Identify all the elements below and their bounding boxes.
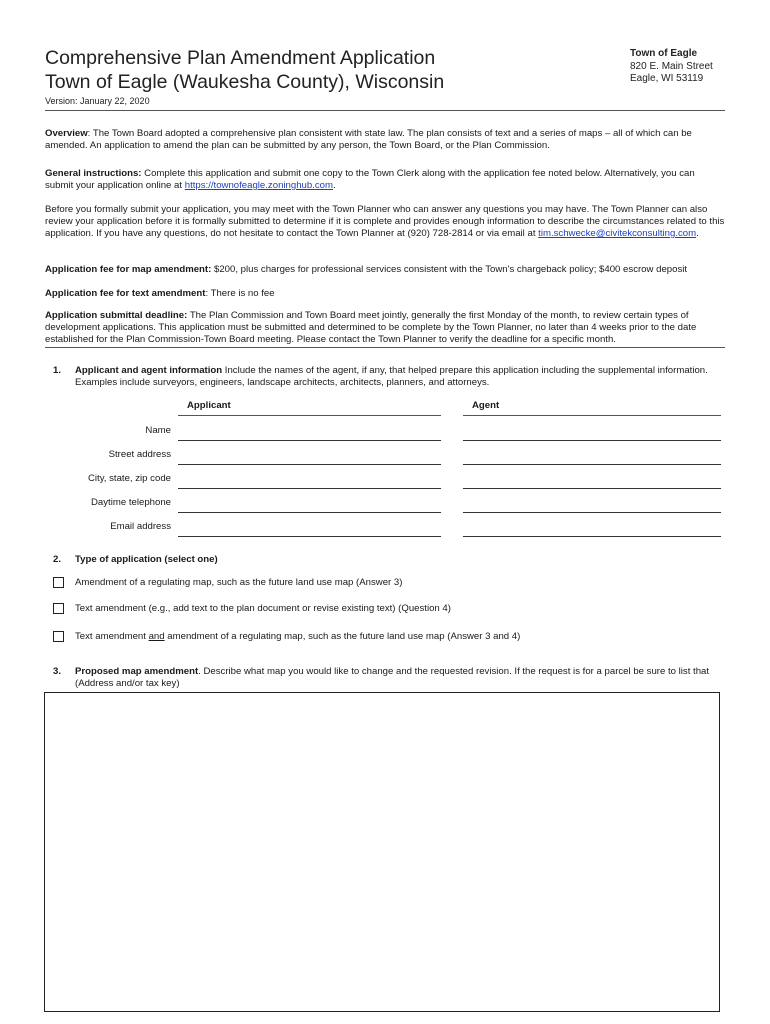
agent-telephone-field[interactable] bbox=[463, 512, 721, 513]
agent-street-field[interactable] bbox=[463, 464, 721, 465]
town-planner-text: Before you formally submit your application, you may meet with the Town Planner who can answer any questions you may have. The Town Planner can also review your application before it is formally submitted to determine if it is complete and provides enough information to describe the circumstances related to this application. If you have any questions, do not hesitate to contact the Town Planner at (920) 728-2814 or via email at bbox=[45, 204, 725, 239]
section-3-label: Proposed map amendment bbox=[75, 666, 199, 677]
section-2-number: 2. bbox=[53, 554, 62, 565]
option-text-and-map-label bbox=[75, 631, 520, 642]
title-line-2: Town of Eagle (Waukesha County), Wisconsin bbox=[45, 71, 445, 93]
option-text-and-map-amendment[interactable] bbox=[53, 631, 520, 642]
applicant-telephone-field[interactable] bbox=[178, 512, 441, 513]
row-label-city: City, state, zip code bbox=[87, 473, 171, 484]
map-fee-text: $200, plus charges for professional services consistent with the Town's chargeback policy; $400 escrow deposit bbox=[211, 264, 688, 275]
option-text-amendment[interactable] bbox=[53, 603, 451, 614]
general-tail: . bbox=[333, 180, 336, 191]
section-1-label: Applicant and agent information bbox=[75, 365, 223, 376]
row-label-email: Email address bbox=[110, 521, 171, 532]
option-3-post: amendment of a regulating map, such as the future land use map (Answer 3 and 4) bbox=[164, 631, 521, 642]
option-3-underlined-and: and bbox=[148, 631, 165, 642]
checkbox-text-amendment[interactable] bbox=[53, 603, 64, 614]
town-city: Eagle, WI 53119 bbox=[630, 73, 704, 84]
section-2-label: Type of application (select one) bbox=[75, 554, 218, 565]
overview-text: : The Town Board adopted a comprehensive plan consistent with state law. The plan consists of text and a series of maps – all of which can be amended. An application to amend the plan can be submitted by any person, the Town Board, or the Plan Commission. bbox=[45, 128, 692, 151]
row-label-telephone: Daytime telephone bbox=[91, 497, 171, 508]
general-instructions-text: Complete this application and submit one copy to the Town Clerk along with the application fee noted below. Alternatively, you can submit your application online at bbox=[45, 168, 695, 191]
section-1-text: Include the names of the agent, if any, that helped prepare this application including the supplemental information. Examples include surveyors, engineers, landscape architects, architects, planners, and attorneys. bbox=[75, 365, 708, 388]
row-label-street: Street address bbox=[108, 449, 171, 460]
header-divider bbox=[45, 110, 725, 111]
town-address bbox=[630, 48, 713, 86]
deadline-label: Application submittal deadline: bbox=[45, 310, 188, 321]
map-fee-label: Application fee for map amendment: bbox=[45, 264, 212, 275]
intro-divider bbox=[45, 347, 725, 348]
checkbox-text-and-map-amendment[interactable] bbox=[53, 631, 64, 642]
overview-label: Overview bbox=[45, 128, 88, 139]
applicant-name-field[interactable] bbox=[178, 440, 441, 441]
option-map-amendment[interactable] bbox=[53, 577, 402, 588]
text-fee-label: Application fee for text amendment bbox=[45, 288, 206, 299]
text-fee-paragraph bbox=[45, 288, 725, 300]
applicant-street-field[interactable] bbox=[178, 464, 441, 465]
overview-paragraph bbox=[45, 128, 725, 152]
section-1-heading bbox=[75, 365, 725, 389]
section-3-text: . Describe what map you would like to change and the requested revision. If the request is for a parcel be sure to list that (Address and/or tax key) bbox=[75, 666, 710, 689]
planner-tail: . bbox=[696, 228, 699, 239]
row-label-name: Name bbox=[145, 425, 171, 436]
applicant-city-field[interactable] bbox=[178, 488, 441, 489]
agent-city-field[interactable] bbox=[463, 488, 721, 489]
option-map-amendment-label: Amendment of a regulating map, such as the future land use map (Answer 3) bbox=[75, 577, 403, 588]
planner-email-link[interactable]: tim.schwecke@civitekconsulting.com bbox=[538, 228, 697, 239]
title-line-1: Comprehensive Plan Amendment Application bbox=[45, 47, 436, 69]
section-2-heading bbox=[75, 554, 725, 566]
version-date: Version: January 22, 2020 bbox=[45, 96, 150, 106]
page-title bbox=[45, 46, 444, 94]
general-instructions-paragraph bbox=[45, 168, 725, 192]
agent-column-header: Agent bbox=[472, 400, 500, 411]
section-1-number: 1. bbox=[53, 365, 62, 376]
text-fee-text: : There is no fee bbox=[205, 288, 275, 299]
town-planner-paragraph bbox=[45, 204, 725, 240]
zoninghub-link[interactable]: https://townofeagle.zoninghub.com bbox=[184, 180, 334, 191]
map-fee-paragraph bbox=[45, 264, 725, 276]
section-3-number: 3. bbox=[53, 666, 62, 677]
proposed-map-amendment-textbox[interactable] bbox=[44, 692, 720, 1012]
agent-email-field[interactable] bbox=[463, 536, 721, 537]
town-street: 820 E. Main Street bbox=[630, 60, 713, 72]
section-3-heading bbox=[75, 666, 725, 690]
applicant-header-underline bbox=[178, 415, 441, 416]
option-3-pre: Text amendment bbox=[75, 631, 149, 642]
agent-name-field[interactable] bbox=[463, 440, 721, 441]
applicant-column-header: Applicant bbox=[187, 400, 231, 411]
checkbox-map-amendment[interactable] bbox=[53, 577, 64, 588]
agent-header-underline bbox=[463, 415, 721, 416]
applicant-email-field[interactable] bbox=[178, 536, 441, 537]
deadline-text: The Plan Commission and Town Board meet jointly, generally the first Monday of the month, to review certain types of development applications. This application must be submitted and determined to be complete by the Town Planner, no later than 4 weeks prior to the date established for the Plan Commission-Town Board meeting. Please contact the Town Planner to verify the deadline for a specific month. bbox=[45, 310, 697, 345]
option-text-amendment-label: Text amendment (e.g., add text to the plan document or revise existing text) (Question 4) bbox=[75, 603, 451, 614]
town-name: Town of Eagle bbox=[630, 48, 698, 59]
submittal-deadline-paragraph bbox=[45, 310, 725, 346]
general-instructions-label: General instructions: bbox=[45, 168, 142, 179]
